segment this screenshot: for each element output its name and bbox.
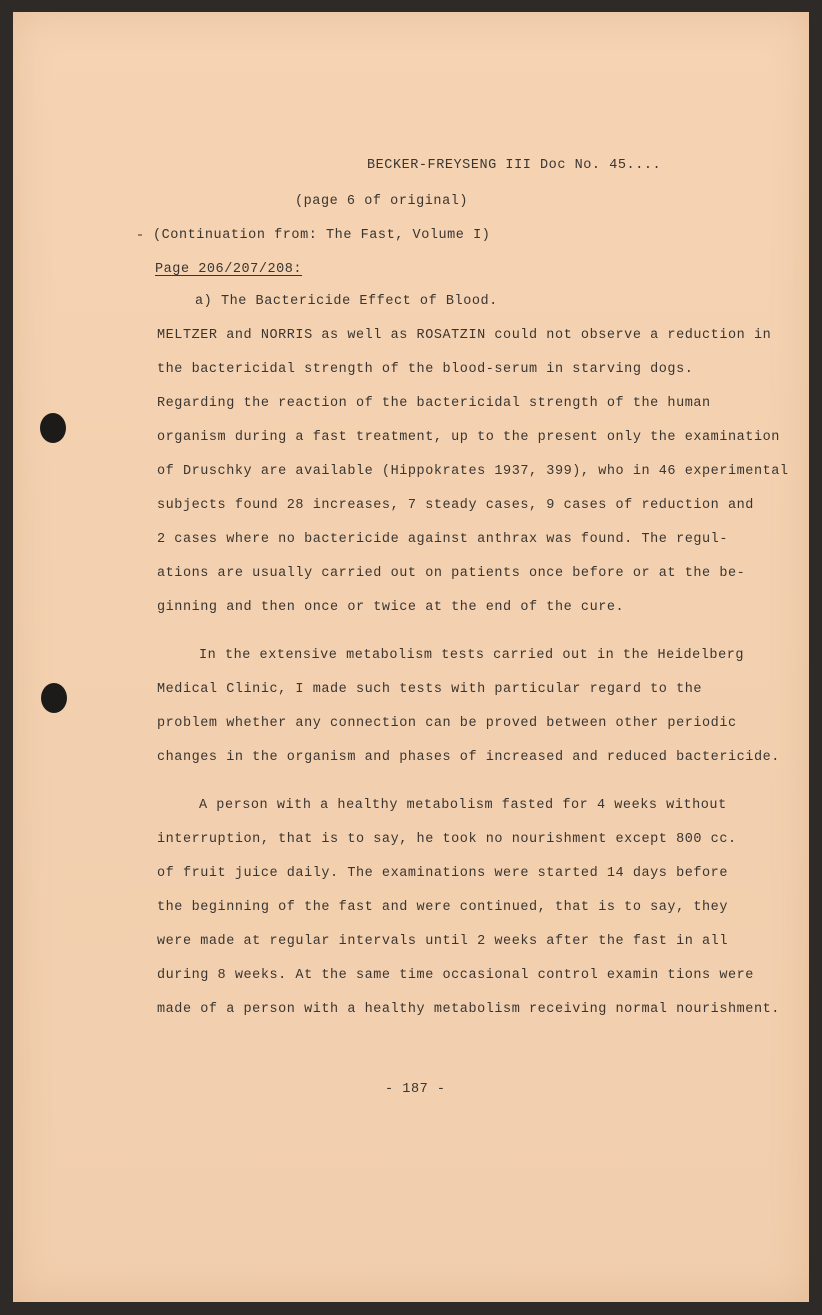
paragraph-1-line: ginning and then once or twice at the end of the cure.: [157, 600, 625, 615]
paragraph-1-line: MELTZER and NORRIS as well as ROSATZIN could not observe a reduction in: [157, 328, 772, 343]
paragraph-3-line: were made at regular intervals until 2 weeks after the fast in all: [157, 934, 728, 949]
page-reference: Page 206/207/208:: [155, 262, 303, 277]
paragraph-2-line: changes in the organism and phases of increased and reduced bactericide.: [157, 750, 780, 765]
paragraph-2-line: problem whether any connection can be proved between other periodic: [157, 716, 737, 731]
paragraph-3-line: A person with a healthy metabolism fasted for 4 weeks without: [199, 798, 727, 813]
paragraph-3-line: during 8 weeks. At the same time occasional control examin tions were: [157, 968, 754, 983]
paragraph-1-line: 2 cases where no bactericide against anthrax was found. The regul-: [157, 532, 728, 547]
paragraph-2-line: Medical Clinic, I made such tests with particular regard to the: [157, 682, 703, 697]
page-of-original: (page 6 of original): [295, 194, 469, 209]
paragraph-1-line: ations are usually carried out on patients once before or at the be-: [157, 566, 746, 581]
paragraph-3-line: interruption, that is to say, he took no nourishment except 800 cc.: [157, 832, 737, 847]
punch-hole: [41, 683, 67, 713]
paragraph-3-line: made of a person with a healthy metabolism receiving normal nourishment.: [157, 1002, 780, 1017]
paragraph-1-line: of Druschky are available (Hippokrates 1937, 399), who in 46 experimental: [157, 464, 789, 479]
paragraph-3-line: the beginning of the fast and were continued, that is to say, they: [157, 900, 728, 915]
paragraph-1-line: the bactericidal strength of the blood-serum in starving dogs.: [157, 362, 694, 377]
punch-hole: [40, 413, 66, 443]
page-number: - 187 -: [385, 1082, 446, 1097]
document-page: [13, 12, 809, 1302]
doc-number: BECKER-FREYSENG III Doc No. 45....: [367, 158, 662, 173]
paragraph-1-line: Regarding the reaction of the bactericidal strength of the human: [157, 396, 711, 411]
paragraph-1-line: organism during a fast treatment, up to the present only the examination: [157, 430, 780, 445]
section-heading: a) The Bactericide Effect of Blood.: [195, 294, 498, 309]
paragraph-2-line: In the extensive metabolism tests carried out in the Heidelberg: [199, 648, 745, 663]
paragraph-1-line: subjects found 28 increases, 7 steady cases, 9 cases of reduction and: [157, 498, 754, 513]
margin-mark: [138, 234, 142, 236]
paragraph-3-line: of fruit juice daily. The examinations were started 14 days before: [157, 866, 728, 881]
continuation-note: (Continuation from: The Fast, Volume I): [153, 228, 491, 243]
